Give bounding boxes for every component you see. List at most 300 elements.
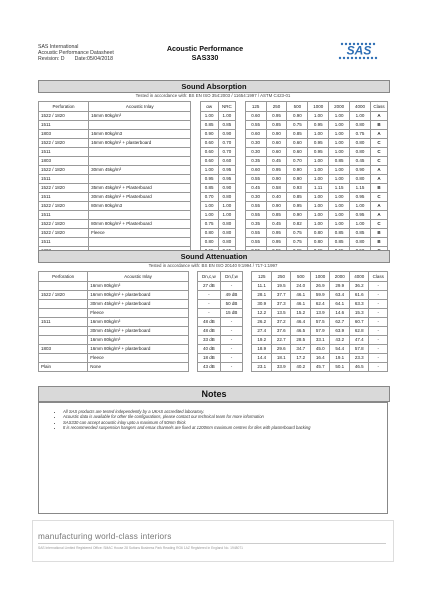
page-title: Acoustic Performance [166,44,244,53]
frequency-cell: 1.00 [308,220,329,229]
dnfw-cell: 15 dB [220,309,243,318]
frequency-cell: 0.75 [287,238,308,247]
class-cell: B [370,229,387,238]
dnfw-cell: - [220,318,243,327]
frequency-cell: 57.5 [310,318,330,327]
frequency-cell: 0.80 [350,121,371,130]
frequency-cell: 1.00 [308,157,329,166]
logo-text: SAS [346,43,372,58]
frequency-cell: 0.30 [245,148,266,157]
dnfw-cell: - [220,336,243,345]
absorption-table [38,101,388,256]
nrc-cell: 1.00 [218,112,236,121]
table-row [39,139,388,148]
col-4000: 4000 [349,272,369,282]
perforation-cell: 1511 [39,193,89,202]
perforation-cell [39,300,88,309]
attenuation-table [38,271,388,372]
perforation-cell: 1522 / 1820 [39,229,89,238]
frequency-cell: 63.9 [330,327,350,336]
perforation-cell: 1522 / 1820 [39,202,89,211]
class-cell: C [370,193,387,202]
frequency-cell: 1.11 [308,184,329,193]
frequency-cell: 64.1 [330,300,350,309]
frequency-cell: 1.00 [329,175,350,184]
frequency-cell: 46.4 [291,318,311,327]
frequency-cell: 18.9 [252,345,272,354]
col-500: 500 [291,272,311,282]
frequency-cell: 1.00 [329,139,350,148]
attenuation-heading: Sound Attenuation [38,250,390,263]
frequency-cell: 26.2 [252,318,272,327]
frequency-cell: 0.90 [266,130,287,139]
document-type: Acoustic Performance Datasheet [38,50,114,57]
header-meta [38,44,114,63]
table-row [39,184,388,193]
col-2000: 2000 [330,272,350,282]
notes-heading: Notes [38,386,390,402]
inlay-cell [89,211,191,220]
frequency-cell: 0.80 [308,238,329,247]
frequency-cell: 0.60 [287,148,308,157]
frequency-cell: 0.95 [308,139,329,148]
frequency-cell: 62.8 [349,327,369,336]
col-125: 125 [252,272,272,282]
absorption-body [39,112,388,256]
frequency-cell: 0.95 [266,166,287,175]
col-inlay: Acoustic Inlay [88,272,189,282]
frequency-cell: 0.55 [245,175,266,184]
frequency-cell: 0.90 [350,166,371,175]
class-cell: B [370,184,387,193]
class-cell: - [369,291,388,300]
frequency-cell: 0.95 [266,229,287,238]
class-cell: B [370,238,387,247]
aw-cell: 1.00 [200,112,218,121]
frequency-cell: 29.6 [271,345,291,354]
table-row [39,166,388,175]
inlay-cell: 16mm 80kg/m3 [89,130,191,139]
perforation-cell: 1522 / 1820 [39,112,89,121]
col-dncw: Dn,c,w [198,272,221,282]
table-row [39,220,388,229]
frequency-cell: 57.9 [310,327,330,336]
class-cell: - [369,282,388,291]
frequency-cell: 0.45 [245,184,266,193]
col-1000: 1000 [310,272,330,282]
frequency-cell: 1.00 [329,148,350,157]
inlay-cell: Fleece [88,354,189,363]
frequency-cell: 15.3 [349,309,369,318]
col-1000: 1000 [308,102,329,112]
inlay-cell [89,157,191,166]
frequency-cell: 0.95 [308,148,329,157]
frequency-cell: 36.2 [349,282,369,291]
dnfw-cell: - [220,354,243,363]
perforation-cell: 1511 [39,318,88,327]
dncw-cell: 48 dB [198,327,221,336]
nrc-cell: 0.95 [218,166,236,175]
perforation-cell [39,309,88,318]
aw-cell: 0.85 [200,184,218,193]
col-perforation: Perforation [39,102,89,112]
table-row [39,309,388,318]
class-cell: C [370,139,387,148]
frequency-cell: 45.0 [310,345,330,354]
table-row [39,148,388,157]
dncw-cell: 18 dB [198,354,221,363]
frequency-cell: 16.4 [310,354,330,363]
class-cell: A [370,175,387,184]
aw-cell: 0.85 [200,121,218,130]
nrc-cell: 0.60 [218,157,236,166]
frequency-cell: 0.30 [245,139,266,148]
frequency-cell: 54.4 [330,345,350,354]
frequency-cell: 1.00 [350,112,371,121]
frequency-cell: 0.45 [266,157,287,166]
absorption-header-row [39,102,388,112]
perforation-cell [39,336,88,345]
aw-cell: 0.70 [200,193,218,202]
frequency-cell: 11.1 [252,282,272,291]
frequency-cell: 0.45 [350,157,371,166]
table-row [39,291,388,300]
inlay-cell [89,148,191,157]
table-row [39,211,388,220]
header-title [130,44,280,62]
col-class: Class [370,102,387,112]
frequency-cell: 46.1 [291,291,311,300]
frequency-cell: 0.75 [350,130,371,139]
frequency-cell: 1.00 [350,202,371,211]
inlay-cell: Fleece [88,309,189,318]
col-250: 250 [266,102,287,112]
frequency-cell: 1.00 [308,193,329,202]
class-cell: A [370,166,387,175]
dnfw-cell: - [220,282,243,291]
table-row [39,157,388,166]
frequency-cell: 0.82 [287,220,308,229]
perforation-cell: 1803 [39,345,88,354]
frequency-cell: 0.95 [350,211,371,220]
frequency-cell: 23.3 [349,354,369,363]
frequency-cell: 37.6 [271,327,291,336]
frequency-cell: 1.00 [329,220,350,229]
frequency-cell: 33.1 [310,336,330,345]
attenuation-body [39,282,388,372]
col-dnfw: Dn,f,w [220,272,243,282]
inlay-cell: 16mm 80kg/m³ [88,336,189,345]
nrc-cell: 0.90 [218,184,236,193]
table-row [39,327,388,336]
frequency-cell: 37.3 [271,300,291,309]
table-row [39,345,388,354]
frequency-cell: 27.4 [252,327,272,336]
table-row [39,130,388,139]
perforation-cell [39,354,88,363]
dnfw-cell: 50 dB [220,300,243,309]
frequency-cell: 0.85 [287,193,308,202]
class-cell: - [369,309,388,318]
col-class: Class [369,272,388,282]
frequency-cell: 0.60 [245,112,266,121]
footer-tagline: manufacturing world-class interiors [38,532,172,541]
inlay-cell: 16mm 80kg/m³ [89,112,191,121]
frequency-cell: 46.5 [291,327,311,336]
inlay-cell [89,175,191,184]
frequency-cell: 45.7 [310,363,330,372]
frequency-cell: 57.8 [349,345,369,354]
frequency-cell: 1.00 [350,220,371,229]
aw-cell: 1.00 [200,211,218,220]
table-row [39,336,388,345]
class-cell: B [370,121,387,130]
table-row [39,175,388,184]
frequency-cell: 30.9 [252,300,272,309]
table-row [39,193,388,202]
frequency-cell: 0.90 [287,175,308,184]
frequency-cell: 1.00 [308,175,329,184]
frequency-cell: 47.4 [349,336,369,345]
perforation-cell: 1511 [39,121,89,130]
inlay-cell: 16mm 80kg/m² + plasterboard [89,139,191,148]
aw-cell: 1.00 [200,202,218,211]
perforation-cell: 1803 [39,157,89,166]
nrc-cell: 0.80 [218,229,236,238]
frequency-cell: 24.0 [291,282,311,291]
frequency-cell: 0.35 [245,220,266,229]
revision-date: Revision: D Date:05/04/2018 [38,56,113,63]
frequency-cell: 60.7 [349,318,369,327]
frequency-cell: 19.2 [252,336,272,345]
frequency-cell: 1.00 [329,202,350,211]
frequency-cell: 1.00 [308,211,329,220]
dncw-cell: 33 dB [198,336,221,345]
nrc-cell: 0.80 [218,238,236,247]
frequency-cell: 0.95 [308,121,329,130]
frequency-cell: 62.7 [330,318,350,327]
inlay-cell: 30mm 45kg/m² + plasterboard [88,300,189,309]
frequency-cell: 0.80 [350,139,371,148]
perforation-cell [39,327,88,336]
footer-frame [32,520,394,562]
nrc-cell: 0.70 [218,148,236,157]
frequency-cell: 0.80 [350,148,371,157]
inlay-cell: 16mm 80kg/m³ [88,282,189,291]
class-cell: - [369,336,388,345]
frequency-cell: 28.1 [252,291,272,300]
frequency-cell: 0.93 [287,184,308,193]
perforation-cell: 1803 [39,130,89,139]
attenuation-standards: Tested in accordance with: BS EN ISO 20140 9:1994 / 717-1:1997 [148,263,278,268]
frequency-cell: 0.95 [266,238,287,247]
nrc-cell: 1.00 [218,211,236,220]
inlay-cell: 35mm 45kg/m² + Plasterboard [89,184,191,193]
frequency-cell: 1.00 [329,112,350,121]
inlay-cell: 16mm 80kg/m² + plasterboard [88,291,189,300]
frequency-cell: 18.1 [271,354,291,363]
perforation-cell: 1511 [39,175,89,184]
absorption-heading: Sound Absorption [38,80,390,93]
company-name: SAS International [38,44,79,50]
class-cell: C [370,220,387,229]
frequency-cell: 0.55 [245,121,266,130]
dnfw-cell: - [220,327,243,336]
inlay-cell: Fleece [89,229,191,238]
frequency-cell: 1.00 [308,166,329,175]
frequency-cell: 50.1 [330,363,350,372]
frequency-cell: 1.00 [308,112,329,121]
frequency-cell: 0.58 [266,184,287,193]
nrc-cell: 0.80 [218,220,236,229]
frequency-cell: 37.2 [271,318,291,327]
frequency-cell: 0.60 [266,148,287,157]
dncw-cell: - [198,291,221,300]
class-cell: C [370,148,387,157]
dnfw-cell: 49 dB [220,291,243,300]
frequency-cell: 19.1 [330,354,350,363]
perforation-cell: 1522 / 1820 [39,139,89,148]
notes-box [38,402,388,514]
frequency-cell: 29.9 [330,282,350,291]
frequency-cell: 0.75 [287,229,308,238]
frequency-cell: 0.45 [266,220,287,229]
frequency-cell: 12.2 [252,309,272,318]
frequency-cell: 0.85 [329,229,350,238]
perforation-cell: 1511 [39,211,89,220]
frequency-cell: 0.55 [245,211,266,220]
dncw-cell: - [198,309,221,318]
dncw-cell: 48 dB [198,318,221,327]
table-row [39,282,388,291]
dncw-cell: 40 dB [198,345,221,354]
aw-cell: 1.00 [200,166,218,175]
frequency-cell: 1.00 [308,202,329,211]
frequency-cell: 0.95 [287,202,308,211]
table-row [39,363,388,372]
frequency-cell: 0.90 [287,112,308,121]
frequency-cell: 28.5 [291,336,311,345]
frequency-cell: 0.90 [266,175,287,184]
perforation-cell: 1522 / 1820 [39,291,88,300]
frequency-cell: 46.5 [349,363,369,372]
dnfw-cell: - [220,363,243,372]
inlay-cell: 30mm 45kg/m² + Plasterboard [89,193,191,202]
nrc-cell: 0.70 [218,139,236,148]
frequency-cell: 61.6 [349,291,369,300]
aw-cell: 0.60 [200,157,218,166]
inlay-cell [89,121,191,130]
col-4000: 4000 [350,102,371,112]
perforation-cell: 1511 [39,238,89,247]
class-cell: - [369,354,388,363]
table-row [39,202,388,211]
notes-list [55,409,387,431]
inlay-cell: 30mm 45kg/m² + plasterboard [88,327,189,336]
aw-cell: 0.80 [200,229,218,238]
frequency-cell: 19.5 [271,282,291,291]
table-row [39,300,388,309]
frequency-cell: 0.30 [245,193,266,202]
table-row [39,354,388,363]
note-item: • Acoustic data is available for other tile configurations, please contact our technical team for more information [63,414,387,419]
frequency-cell: 14.4 [252,354,272,363]
frequency-cell: 17.2 [291,354,311,363]
class-cell: - [369,327,388,336]
frequency-cell: 1.00 [329,193,350,202]
class-cell: - [369,300,388,309]
frequency-cell: 0.40 [266,193,287,202]
frequency-cell: 0.90 [266,202,287,211]
frequency-cell: 22.7 [271,336,291,345]
class-cell: A [370,112,387,121]
class-cell: - [369,345,388,354]
class-cell: - [369,318,388,327]
footer-divider [38,543,386,544]
table-row [39,318,388,327]
frequency-cell: 34.7 [291,345,311,354]
frequency-cell: 1.15 [350,184,371,193]
inlay-cell: 80mm 80kg/m² + Plasterboard [89,220,191,229]
col-2000: 2000 [329,102,350,112]
frequency-cell: 0.75 [287,121,308,130]
nrc-cell: 0.95 [218,175,236,184]
frequency-cell: 0.60 [287,139,308,148]
inlay-cell: None [88,363,189,372]
inlay-cell: 30mm 45kg/m³ [89,166,191,175]
dncw-cell: 27 dB [198,282,221,291]
class-cell: A [370,130,387,139]
frequency-cell: 63.4 [330,291,350,300]
frequency-cell: 1.00 [329,211,350,220]
class-cell: - [369,363,388,372]
dncw-cell: 43 dB [198,363,221,372]
footer-legal: SAS International Limited Registered Office: SMAC House 28 Suttons Business Park Reading RG6 1AZ Registered in England No. 1948071 [38,546,244,550]
frequency-cell: 23.1 [252,363,272,372]
inlay-cell [89,238,191,247]
col-nrc: NRC [218,102,236,112]
frequency-cell: 37.7 [271,291,291,300]
perforation-cell: 1511 [39,148,89,157]
frequency-cell: 0.85 [266,211,287,220]
aw-cell: 0.80 [200,238,218,247]
table-row [39,238,388,247]
aw-cell: 0.95 [200,175,218,184]
table-row [39,229,388,238]
frequency-cell: 40.2 [291,363,311,372]
aw-cell: 0.60 [200,139,218,148]
perforation-cell: 1522 / 1820 [39,166,89,175]
frequency-cell: 0.85 [287,130,308,139]
class-cell: C [370,157,387,166]
note-item: • SAS330 can accept acoustic inlay upto a maximum of 50mm thick. [63,420,387,425]
absorption-standards: Tested in accordance with: BS EN ISO 354:2003 / 11654:1997 / ASTM C423-01 [135,93,291,98]
col-inlay: Acoustic Inlay [89,102,191,112]
perforation-cell: 1522 / 1820 [39,184,89,193]
nrc-cell: 1.00 [218,202,236,211]
table-row [39,112,388,121]
note-item: • All SAS products are tested independently by a UKAS accredited laboratory. [63,409,387,414]
frequency-cell: 0.80 [350,238,371,247]
col-125: 125 [245,102,266,112]
note-item: • It is recommended suspension hangers and emax channels are fixed at 1200mm maximum centres for tiles with plasterboard backing [63,425,387,430]
perforation-cell: 1522 / 1820 [39,220,89,229]
col-aw: αw [200,102,218,112]
frequency-cell: 0.70 [287,157,308,166]
frequency-cell: 33.9 [271,363,291,372]
frequency-cell: 1.00 [329,166,350,175]
dnfw-cell: - [220,345,243,354]
